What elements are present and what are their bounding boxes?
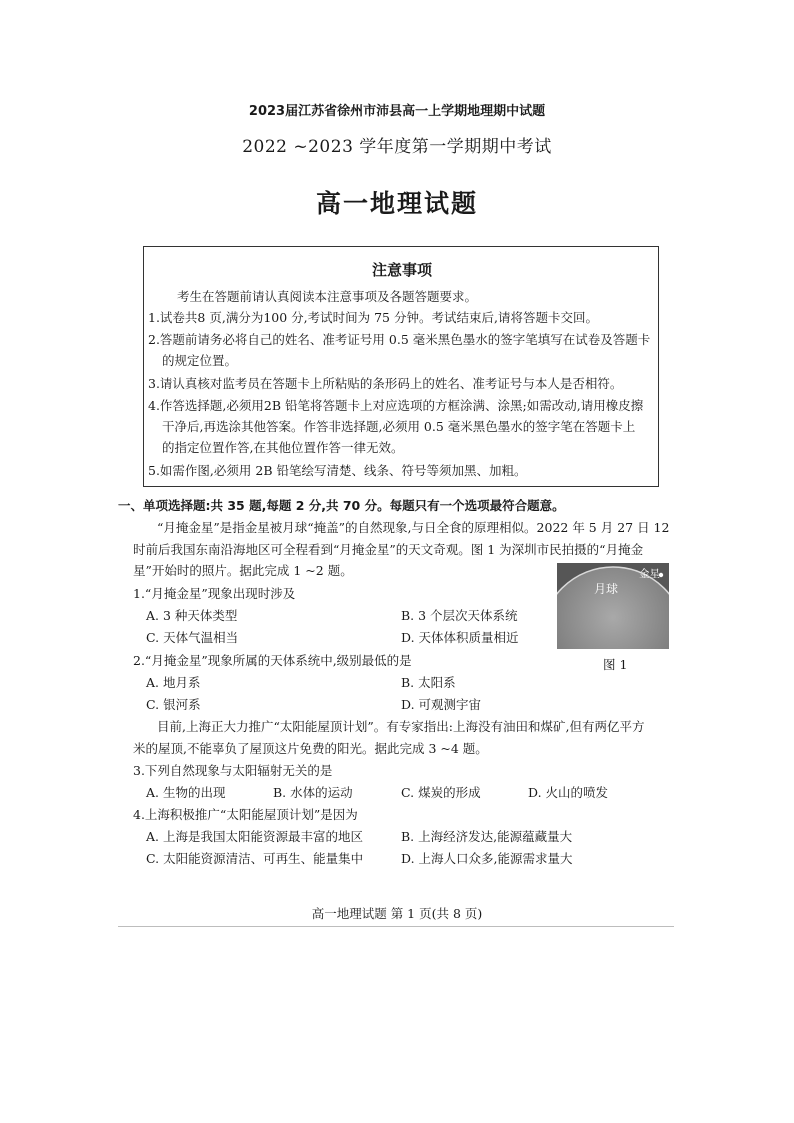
notice-box bbox=[143, 246, 659, 487]
question-4-option-a: A. 上海是我国太阳能资源最丰富的地区 bbox=[146, 829, 363, 844]
question-4-option-b: B. 上海经济发达,能源蕴藏量大 bbox=[401, 829, 573, 844]
question-1-option-d: D. 天体体积质量相近 bbox=[401, 630, 519, 645]
venus-label: 金星 bbox=[639, 568, 660, 580]
question-4-option-c: C. 太阳能资源清洁、可再生、能量集中 bbox=[146, 851, 364, 866]
question-3-stem: 3.下列自然现象与太阳辐射无关的是 bbox=[133, 763, 333, 778]
notice-line-intro: 考生在答题前请认真阅读本注意事项及各题答题要求。 bbox=[177, 289, 478, 304]
notice-title: 注意事项 bbox=[371, 261, 432, 279]
passage1-line-3: 星”开始时的照片。据此完成 1 ~2 题。 bbox=[133, 563, 353, 578]
question-1-stem: 1.“月掩金星”现象出现时涉及 bbox=[133, 586, 296, 601]
question-4-option-d: D. 上海人口众多,能源需求量大 bbox=[401, 851, 573, 866]
section-title: 一、单项选择题:共 35 题,每题 2 分,共 70 分。每题只有一个选项最符合题意。 bbox=[118, 498, 565, 513]
question-1-option-b: B. 3 个层次天体系统 bbox=[401, 608, 518, 623]
figure-caption: 图 1 bbox=[603, 657, 628, 672]
notice-line-4: 4.作答选择题,必须用2B 铅笔将答题卡上对应选项的方框涂满、涂黑;如需改动,请用橡皮擦 bbox=[148, 398, 644, 413]
notice-line-3: 3.请认真核对监考员在答题卡上所粘贴的条形码上的姓名、准考证号与本人是否相符。 bbox=[148, 376, 623, 391]
question-3-option-b: B. 水体的运动 bbox=[273, 785, 353, 800]
moon-label: 月球 bbox=[594, 582, 619, 596]
question-2-option-d: D. 可观测宇宙 bbox=[401, 697, 482, 712]
notice-line-4-cont-2: 的指定位置作答,在其他位置作答一律无效。 bbox=[162, 440, 404, 455]
footer-divider bbox=[118, 926, 674, 927]
page-title: 高一地理试题 bbox=[315, 189, 478, 218]
notice-line-2-cont: 的规定位置。 bbox=[162, 353, 238, 368]
notice-line-2: 2.答题前请务必将自己的姓名、准考证号用 0.5 毫米黑色墨水的签字笔填写在试卷及答题卡 bbox=[148, 332, 651, 347]
question-1-option-a: A. 3 种天体类型 bbox=[146, 608, 238, 623]
notice-line-4-cont-1: 干净后,再选涂其他答案。作答非选择题,必须用 0.5 毫米黑色墨水的签字笔在答题卡上 bbox=[162, 419, 636, 434]
moon-venus-photo bbox=[557, 563, 669, 649]
question-2-option-c: C. 银河系 bbox=[146, 697, 201, 712]
question-2-option-a: A. 地月系 bbox=[146, 675, 201, 690]
notice-line-1: 1.试卷共8 页,满分为100 分,考试时间为 75 分钟。考试结束后,请将答题卡交回。 bbox=[148, 310, 598, 325]
page-footer: 高一地理试题 第 1 页(共 8 页) bbox=[311, 906, 483, 921]
passage1-line-2: 时前后我国东南沿海地区可全程看到“月掩金星”的天文奇观。图 1 为深圳市民拍摄的“月掩金 bbox=[133, 542, 644, 557]
passage1-line-1: “月掩金星”是指金星被月球“掩盖”的自然现象,与日全食的原理相似。2022 年 5 月 27 日 12 bbox=[157, 520, 670, 535]
question-2-option-b: B. 太阳系 bbox=[401, 675, 456, 690]
question-4-stem: 4.上海积极推广“太阳能屋顶计划”是因为 bbox=[133, 807, 358, 822]
notice-line-5: 5.如需作图,必须用 2B 铅笔绘写清楚、线条、符号等须加黑、加粗。 bbox=[148, 463, 527, 478]
question-1-option-c: C. 天体气温相当 bbox=[146, 630, 239, 645]
question-3-option-d: D. 火山的喷发 bbox=[528, 785, 609, 800]
passage2-line-2: 米的屋顶,不能辜负了屋顶这片免费的阳光。据此完成 3 ~4 题。 bbox=[133, 741, 488, 756]
exam-year-title: 2022 ~2023 学年度第一学期期中考试 bbox=[242, 137, 552, 157]
passage2-line-1: 目前,上海正大力推广“太阳能屋顶计划”。有专家指出:上海没有油田和煤矿,但有两亿平方 bbox=[157, 719, 645, 734]
question-3-option-c: C. 煤炭的形成 bbox=[401, 785, 481, 800]
question-3-option-a: A. 生物的出现 bbox=[146, 785, 226, 800]
question-2-stem: 2.“月掩金星”现象所属的天体系统中,级别最低的是 bbox=[133, 653, 412, 668]
document-source-title: 2023届江苏省徐州市沛县高一上学期地理期中试题 bbox=[248, 104, 546, 119]
